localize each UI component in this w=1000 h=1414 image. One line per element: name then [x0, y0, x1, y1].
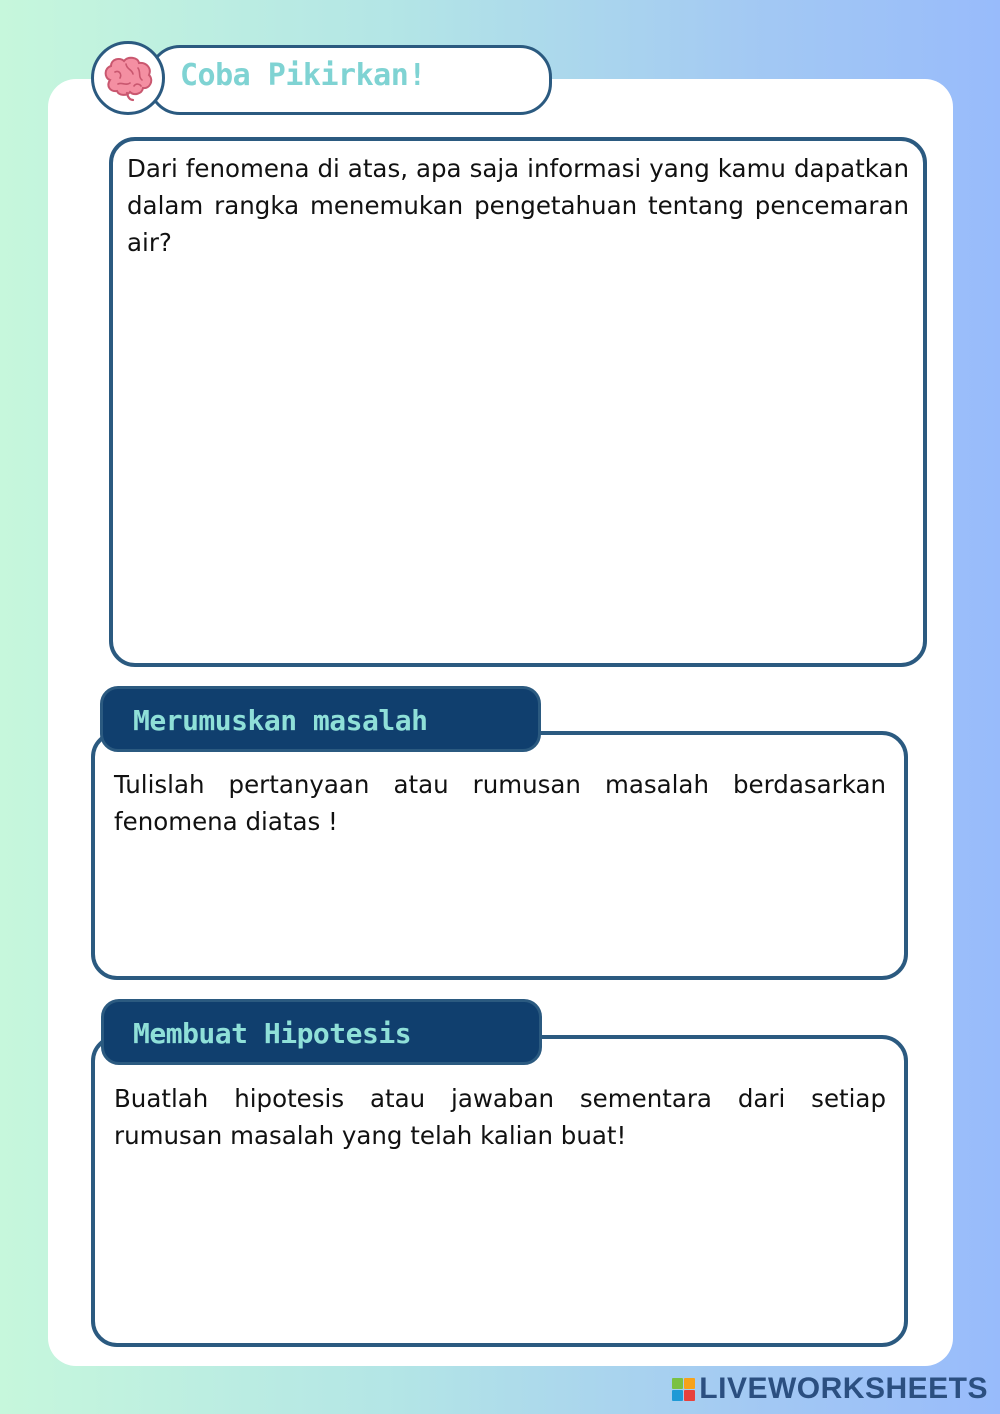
- page-title: Coba Pikirkan!: [180, 58, 426, 93]
- question-hypothesis-prompt: Buatlah hipotesis atau jawaban sementara dari setiap rumusan masalah yang telah kalian buat!: [114, 1084, 886, 1150]
- watermark-text: LIVEWORKSHEETS: [699, 1372, 988, 1405]
- section-label-problem: Merumuskan masalah: [133, 704, 428, 737]
- brain-badge: [91, 41, 165, 115]
- liveworksheets-logo-icon: [672, 1378, 695, 1401]
- section-label-hypothesis: Membuat Hipotesis: [133, 1017, 412, 1050]
- question-problem-prompt: Tulislah pertanyaan atau rumusan masalah berdasarkan fenomena diatas !: [114, 770, 886, 836]
- liveworksheets-watermark: [672, 1372, 988, 1406]
- question-information-prompt: Dari fenomena di atas, apa saja informasi yang kamu dapatkan dalam rangka menemukan pengetahuan tentang pencemaran air?: [127, 154, 909, 257]
- brain-icon: [100, 54, 156, 102]
